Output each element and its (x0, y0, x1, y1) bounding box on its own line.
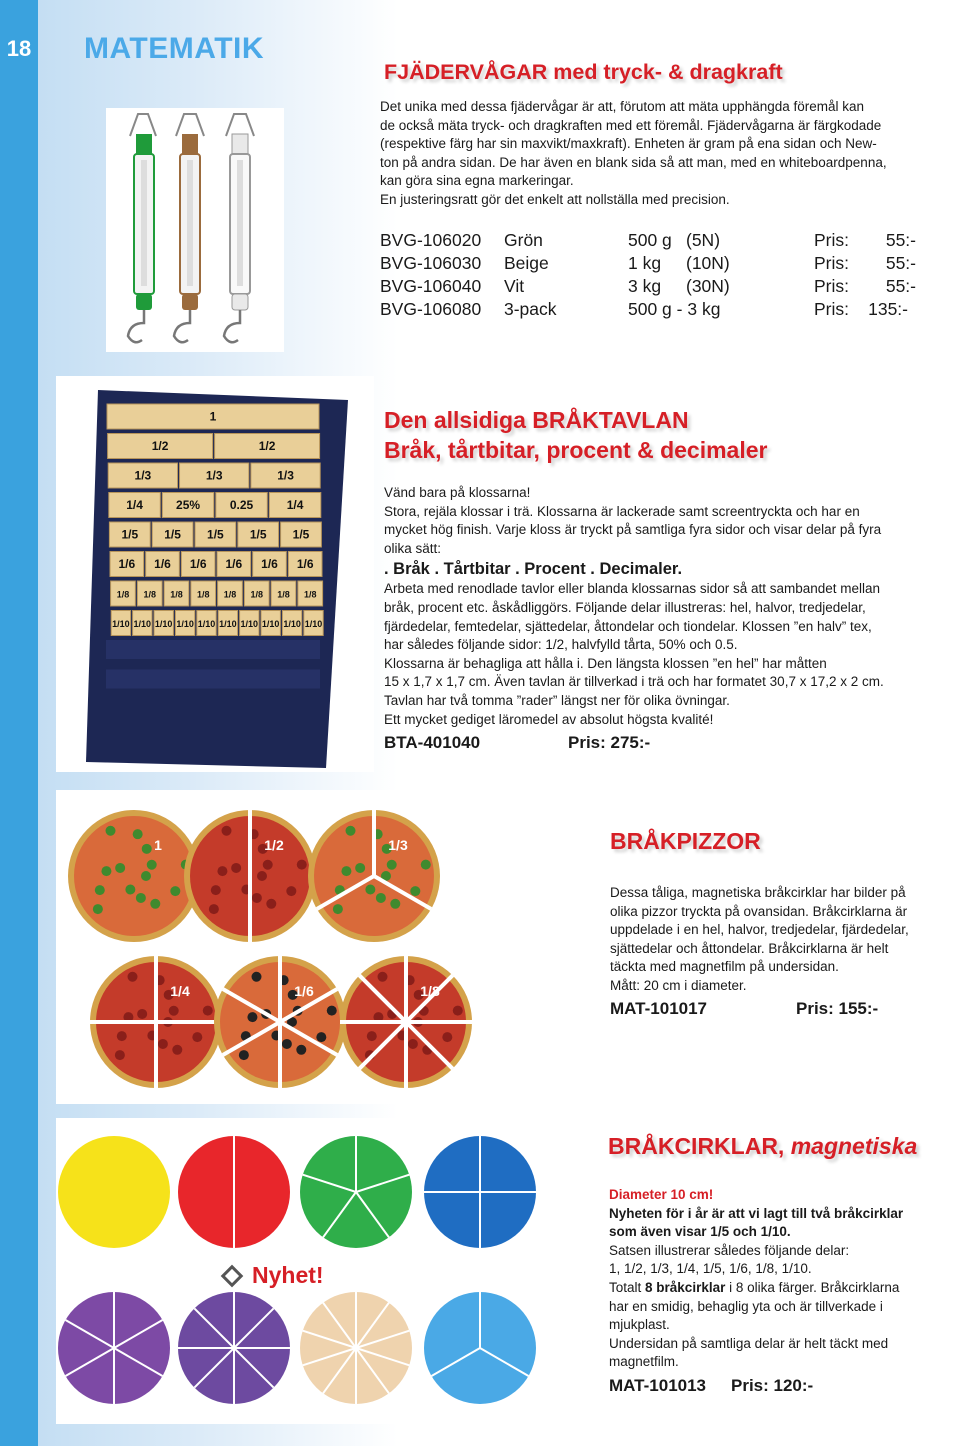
block-label: 1/10 (261, 619, 280, 629)
pizza-topping-dot (101, 866, 111, 876)
text-line: En justeringsratt gör det enkelt att nollställa med precision. (380, 191, 730, 207)
block-label: 1/8 (223, 589, 237, 600)
new-badge-label: Nyhet! (252, 1262, 324, 1288)
pizza-topping-dot (421, 860, 431, 870)
text-line: sjättedelar och åttondelar. Bråkcirklarna är helt (610, 940, 889, 956)
text-line: täckta med magnetfilm på undersidan. (610, 959, 839, 975)
block-label: 1/6 (225, 557, 243, 571)
product-row (380, 252, 940, 275)
spring-scales-description (380, 98, 950, 210)
pizza-topping-dot (346, 826, 356, 836)
fraction-pizzas-description (610, 884, 950, 996)
pizza-topping-dot (217, 866, 227, 876)
fraction-board-code-row (384, 731, 650, 754)
block-label: 25% (176, 498, 201, 512)
pizza-fraction-label: 1/8 (420, 983, 440, 999)
pizza-topping-dot (172, 1045, 182, 1055)
pizza-topping-dot (266, 899, 276, 909)
product-force: (30N) (686, 276, 730, 296)
diamond-icon (221, 1264, 244, 1287)
pizza-topping-dot (192, 1032, 202, 1042)
pizza-topping-dot (115, 863, 125, 873)
block-label: 1 (209, 409, 217, 424)
text-fragment: i 8 olika färger. Bråkcirklarna (725, 1279, 900, 1295)
pizza-topping-dot (93, 904, 103, 914)
product-row (380, 275, 940, 298)
spring-scale-white (224, 114, 254, 342)
product-weight: 3 kg (628, 276, 662, 296)
pizza-fraction-label: 1 (154, 837, 162, 853)
text-line: Det unika med dessa fjädervågar är att, förutom att mäta upphängda föremål kan (380, 99, 865, 114)
text-line: Dessa tåliga, magnetiska bråkcirklar har bilder på (610, 885, 906, 900)
text-line: 1, 1/2, 1/3, 1/4, 1/5, 1/6, 1/8, 1/10. (609, 1261, 812, 1277)
fraction-pizzas-code-row (610, 997, 878, 1020)
product-code: BTA-401040 (384, 733, 481, 752)
price-label: Pris: (814, 253, 849, 273)
product-name: Grön (504, 230, 543, 250)
text-line: olika sätt: (384, 540, 442, 556)
pizza-topping-dot (297, 860, 307, 870)
block-label: 1/8 (277, 589, 290, 600)
spring-scale-green (128, 114, 156, 342)
block-label: 1/2 (258, 439, 276, 453)
pizza-topping-dot (211, 885, 221, 895)
pizza-topping-dot (252, 893, 262, 903)
pizza-topping-dot (442, 1032, 452, 1042)
text-line-mixed (609, 1279, 954, 1298)
block-label: 1/6 (296, 557, 314, 571)
pizza-topping-dot (115, 1050, 125, 1060)
pizza-topping-dot (158, 1039, 168, 1049)
block-label: 1/5 (121, 527, 139, 542)
text-line-bold: som även visar 1/5 och 1/10. (609, 1224, 791, 1240)
product-code: BVG-106030 (380, 253, 482, 273)
text-line: Vänd bara på klossarna! (384, 485, 531, 500)
price-label: Pris: (814, 230, 849, 250)
pizza-topping-dot (376, 893, 386, 903)
fraction-circle (58, 1136, 170, 1248)
pizza-topping-dot (355, 863, 365, 873)
pizza-topping-dot (410, 886, 420, 896)
title-italic: magnetiska (790, 1133, 918, 1159)
spring-scale-beige (174, 114, 204, 342)
block-label: 1/10 (112, 619, 130, 629)
pizza-fraction-label: 1/3 (388, 837, 408, 853)
text-line: Klossarna är behagliga att hålla i. Den längsta klossen ”en hel” har måtten (384, 655, 827, 671)
product-name: Vit (504, 276, 525, 296)
new-badge (224, 1262, 324, 1289)
pizza-topping-dot (137, 1009, 147, 1019)
pizza-topping-dot (247, 1012, 257, 1022)
product-row (380, 229, 940, 252)
text-line: Tavlan har två tomma ”rader” längst ner för olika övningar. (384, 692, 730, 708)
product-price: 135:- (868, 299, 908, 319)
block-label: 1/10 (133, 619, 152, 629)
pizza-topping-dot (106, 826, 116, 836)
product-name: 3-pack (504, 299, 557, 319)
pizza-topping-dot (147, 860, 157, 870)
block-label: 1/6 (118, 557, 136, 571)
spring-scales-product-list (380, 229, 940, 321)
product-force: (5N) (686, 230, 721, 250)
fraction-board-image (56, 376, 374, 772)
text-fragment-bold: 8 bråkcirklar (645, 1279, 726, 1295)
block-label: 1/8 (116, 589, 130, 600)
block-label: 1/10 (154, 619, 173, 629)
pizza-topping-dot (125, 885, 135, 895)
pizza-topping-dot (209, 904, 219, 914)
text-line: Mått: 20 cm i diameter. (610, 977, 747, 993)
block-label: 1/4 (126, 498, 143, 512)
fraction-circles-code-row (609, 1374, 813, 1397)
product-code: BVG-106080 (380, 299, 482, 319)
pizza-fraction-label: 1/2 (264, 837, 284, 853)
block-label: 1/10 (304, 619, 323, 629)
pizza-topping-dot (263, 860, 273, 870)
section-title-fraction-board: Den allsidiga BRÅKTAVLAN (384, 407, 689, 433)
product-price: 55:- (885, 253, 916, 273)
block-label: 1/8 (303, 589, 317, 600)
text-line: de också mäta tryck- och dragkraften med ett föremål. Fjädervågarna är färgkodade (380, 117, 882, 133)
price-label: Pris: (814, 276, 849, 296)
block-label: 1/10 (240, 619, 259, 629)
pizza-topping-dot (203, 1006, 213, 1016)
text-line: (respektive färg har sin maxvikt/maxkraft). Enheten är gram på ena sidan och New- (380, 136, 877, 152)
text-line: Satsen illustrerar således följande delar: (609, 1242, 850, 1258)
block-label: 1/5 (207, 527, 224, 542)
pizza-topping-dot (387, 860, 397, 870)
product-code: MAT-101013 (609, 1376, 707, 1395)
fraction-circles-description (609, 1186, 954, 1372)
product-code: MAT-101017 (610, 999, 708, 1018)
block-label: 1/8 (143, 589, 156, 600)
pizza-topping-dot (222, 826, 232, 836)
product-price: 55:- (885, 276, 916, 296)
text-fragment: Totalt (609, 1279, 646, 1295)
section-title-fraction-pizzas: BRÅKPIZZOR (610, 828, 761, 854)
pizza-topping-dot (239, 1050, 249, 1060)
block-label: 1/2 (151, 439, 169, 453)
text-line: Arbeta med renodlade tavlor eller blanda klossarnas sidor så att sambandet mellan (384, 581, 881, 597)
text-line: mjukplast. (609, 1317, 670, 1333)
block-label: 1/8 (250, 589, 263, 600)
block-label: 1/3 (277, 468, 294, 483)
fraction-pizzas-image (56, 790, 550, 1104)
fraction-pizzas (56, 790, 550, 1104)
pizza-topping-dot (95, 885, 105, 895)
text-line: ton på andra sidan. De har även en blank sida så att man, med en whiteboardpenna, (380, 154, 887, 170)
pizza-topping-dot (117, 1031, 127, 1041)
pizza-topping-dot (257, 871, 267, 881)
block-label: 1/10 (197, 619, 216, 629)
pizza-topping-dot (378, 972, 388, 982)
product-force: (10N) (686, 253, 730, 273)
title-main: BRÅKCIRKLAR, (608, 1133, 785, 1159)
text-line: magnetfilm. (609, 1354, 679, 1370)
block-label: 1/6 (154, 557, 171, 571)
product-code: BVG-106020 (380, 230, 482, 250)
text-line: mycket hög finish. Varje kloss är tryckt på samtliga fyra sidor och visar delar på fyra (384, 522, 882, 538)
pizza-topping-dot (133, 829, 143, 839)
block-label: 1/10 (176, 619, 194, 629)
text-line-bold: Nyheten för i år är att vi lagt till två bråkcirklar (609, 1205, 904, 1221)
block-label: 1/10 (219, 619, 237, 629)
pizza-topping-dot (296, 1045, 306, 1055)
pizza-topping-dot (286, 886, 296, 896)
product-name: Beige (504, 253, 549, 273)
pizza-fraction-label: 1/6 (294, 983, 314, 999)
text-line: Ett mycket gediget läromedel av absolut högsta kvalité! (384, 711, 714, 727)
text-line: uppdelade i en hel, halvor, tredjedelar, fjärdedelar, (610, 922, 909, 938)
pizza-topping-dot (408, 1039, 418, 1049)
block-label: 1/8 (196, 589, 210, 600)
pizza-topping-dot (231, 863, 241, 873)
empty-row (106, 670, 320, 689)
side-color-strip (0, 0, 38, 1446)
block-label: 1/5 (292, 527, 310, 542)
fraction-board (56, 376, 374, 772)
empty-row (106, 640, 320, 659)
text-line-red: Diameter 10 cm! (609, 1187, 714, 1202)
pizza-topping-dot (453, 1006, 463, 1016)
section-title-fraction-circles (608, 1133, 917, 1160)
block-label: 1/6 (189, 557, 207, 571)
text-line: Undersidan på samtliga delar är helt täckt med (609, 1335, 889, 1351)
price-label: Pris: (814, 299, 849, 319)
pizza-fraction-label: 1/4 (170, 983, 190, 999)
pizza-topping-dot (136, 893, 146, 903)
pizza-topping-dot (141, 871, 151, 881)
text-line: har således följande sidor: 1/2, halvfylld tårta, 50% och 0.5. (384, 637, 738, 653)
product-weight: 500 g - 3 kg (628, 299, 721, 319)
product-price: 55:- (885, 230, 916, 250)
pizza-topping-dot (282, 1039, 292, 1049)
pizza-topping-dot (333, 904, 343, 914)
pizza-topping-dot (365, 885, 375, 895)
product-weight: 500 g (628, 230, 672, 250)
pizza-topping-dot (150, 899, 160, 909)
pizza-topping-dot (252, 972, 262, 982)
pizza-topping-dot (367, 1031, 377, 1041)
pizza-topping-dot (169, 1006, 179, 1016)
pizza-topping-dot (170, 886, 180, 896)
text-line: olika pizzor tryckta på ovansidan. Bråkcirklarna är (610, 903, 908, 919)
block-label: 1/3 (134, 468, 152, 483)
block-label: 1/5 (164, 527, 181, 542)
spring-scales-image (106, 108, 284, 352)
block-label: 1/3 (205, 468, 223, 483)
section-subtitle-fraction-board: Bråk, tårtbitar, procent & decimaler (384, 437, 768, 463)
block-label: 1/6 (261, 557, 278, 571)
product-weight: 1 kg (628, 253, 662, 273)
chapter-title: MATEMATIK (84, 32, 265, 65)
pizza-topping-dot (327, 1006, 337, 1016)
product-code: BVG-106040 (380, 276, 482, 296)
text-line: bråk, procent etc. åskådliggörs. Följande delar illustreras: hel, halvor, tredjedelar, (384, 599, 866, 615)
text-line-bold: . Bråk . Tårtbitar . Procent . Decimaler. (384, 560, 683, 579)
text-line: kan göra sina egna markeringar. (380, 173, 574, 189)
pizza-topping-dot (341, 866, 351, 876)
block-label: 1/5 (249, 527, 267, 542)
pizza-topping-dot (128, 972, 138, 982)
fraction-circles-image (56, 1118, 550, 1424)
section-title-spring-scales: FJÄDERVÅGAR med tryck- & dragkraft (384, 60, 783, 84)
text-line: fjärdedelar, femtedelar, sjättedelar, åttondelar och tiondelar. Klossen ”en halv” tex, (384, 618, 872, 634)
block-label: 1/10 (283, 619, 301, 629)
product-row (380, 298, 940, 321)
text-line: har en smidig, behaglig yta och är tillverkade i (609, 1298, 883, 1314)
pizza-topping-dot (316, 1032, 326, 1042)
block-label: 1/4 (286, 498, 304, 512)
text-line: 15 x 1,7 x 1,7 cm. Även tavlan är tillverkad i trä och har formatet 30,7 x 17,2 x 2 cm. (384, 674, 884, 690)
product-price: Pris: 155:- (796, 999, 879, 1018)
block-label: 0.25 (229, 498, 254, 512)
page-number: 18 (6, 36, 32, 61)
fraction-board-description (384, 484, 954, 729)
product-price: Pris: 120:- (731, 1376, 814, 1395)
product-price: Pris: 275:- (568, 733, 651, 752)
block-label: 1/8 (170, 589, 183, 600)
text-line: Stora, rejäla klossar i trä. Klossarna är lackerade samt screentryckta och har en (384, 503, 860, 519)
pizza-topping-dot (142, 844, 152, 854)
pizza-topping-dot (390, 899, 400, 909)
